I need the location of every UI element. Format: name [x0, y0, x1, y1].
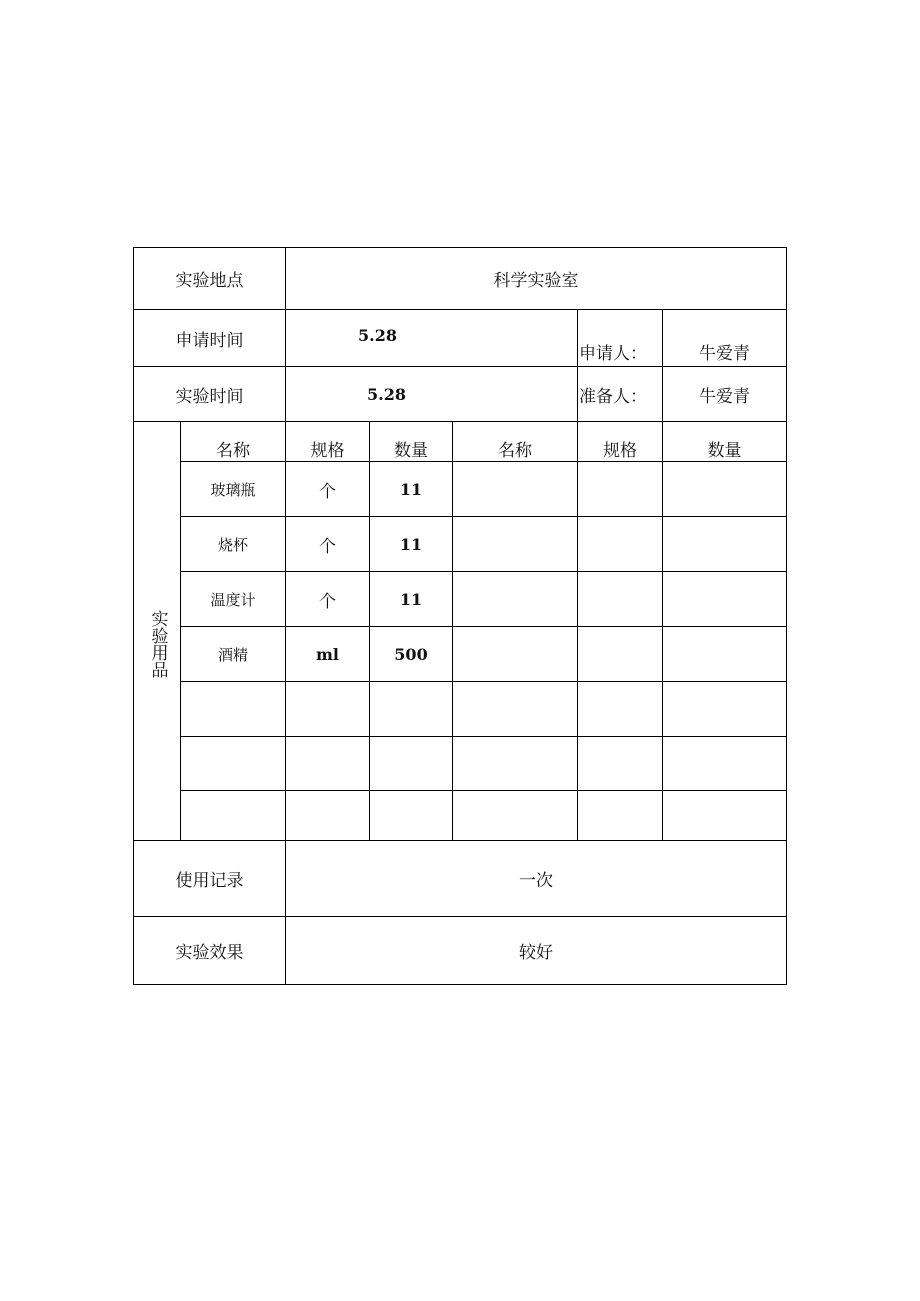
- empty-cell: [663, 517, 786, 572]
- empty-cell: [663, 572, 786, 627]
- applicant-value: 牛爱青: [663, 310, 786, 367]
- empty-cell: [453, 737, 578, 791]
- item-spec: 个: [286, 572, 370, 627]
- location-label: 实验地点: [134, 248, 286, 310]
- empty-cell: [453, 572, 578, 627]
- empty-cell: [663, 627, 786, 682]
- preparer-value: 牛爱青: [663, 367, 786, 422]
- item-name: 烧杯: [181, 517, 286, 572]
- empty-cell: [663, 791, 786, 841]
- supplies-label: 实验用品: [147, 610, 168, 678]
- empty-cell: [286, 682, 370, 737]
- item-spec: ml: [286, 627, 370, 682]
- apply-time-label: 申请时间: [134, 310, 286, 367]
- empty-cell: [370, 791, 453, 841]
- empty-cell: [578, 572, 663, 627]
- header-spec-1: 规格: [286, 422, 370, 462]
- experiment-record-form: [133, 247, 787, 985]
- supplies-label-cell: [134, 422, 181, 841]
- header-qty-2: 数量: [663, 422, 786, 462]
- item-spec: 个: [286, 462, 370, 517]
- empty-cell: [370, 682, 453, 737]
- apply-time-value: 5.28: [286, 310, 578, 367]
- item-name: 温度计: [181, 572, 286, 627]
- empty-cell: [453, 462, 578, 517]
- applicant-label: 申请人：: [578, 310, 663, 367]
- empty-cell: [578, 682, 663, 737]
- empty-cell: [453, 517, 578, 572]
- exp-time-value: 5.28: [286, 367, 578, 422]
- item-name: 玻璃瓶: [181, 462, 286, 517]
- empty-cell: [370, 737, 453, 791]
- empty-cell: [578, 517, 663, 572]
- item-qty: 500: [370, 627, 453, 682]
- header-name-1: 名称: [181, 422, 286, 462]
- empty-cell: [453, 627, 578, 682]
- empty-cell: [663, 682, 786, 737]
- header-qty-1: 数量: [370, 422, 453, 462]
- empty-cell: [663, 737, 786, 791]
- item-qty: 11: [370, 462, 453, 517]
- empty-cell: [181, 682, 286, 737]
- empty-cell: [453, 791, 578, 841]
- effect-label: 实验效果: [134, 917, 286, 984]
- usage-value: 一次: [286, 841, 786, 917]
- empty-cell: [181, 791, 286, 841]
- location-value: 科学实验室: [286, 248, 786, 310]
- exp-time-label: 实验时间: [134, 367, 286, 422]
- header-spec-2: 规格: [578, 422, 663, 462]
- item-qty: 11: [370, 517, 453, 572]
- empty-cell: [578, 791, 663, 841]
- header-name-2: 名称: [453, 422, 578, 462]
- empty-cell: [578, 462, 663, 517]
- empty-cell: [181, 737, 286, 791]
- item-spec: 个: [286, 517, 370, 572]
- preparer-label: 准备人：: [578, 367, 663, 422]
- empty-cell: [453, 682, 578, 737]
- effect-value: 较好: [519, 943, 553, 963]
- empty-cell: [663, 462, 786, 517]
- item-name: 酒精: [181, 627, 286, 682]
- empty-cell: [286, 737, 370, 791]
- empty-cell: [578, 627, 663, 682]
- empty-cell: [286, 791, 370, 841]
- empty-cell: [578, 737, 663, 791]
- item-qty: 11: [370, 572, 453, 627]
- usage-label: 使用记录: [134, 841, 286, 917]
